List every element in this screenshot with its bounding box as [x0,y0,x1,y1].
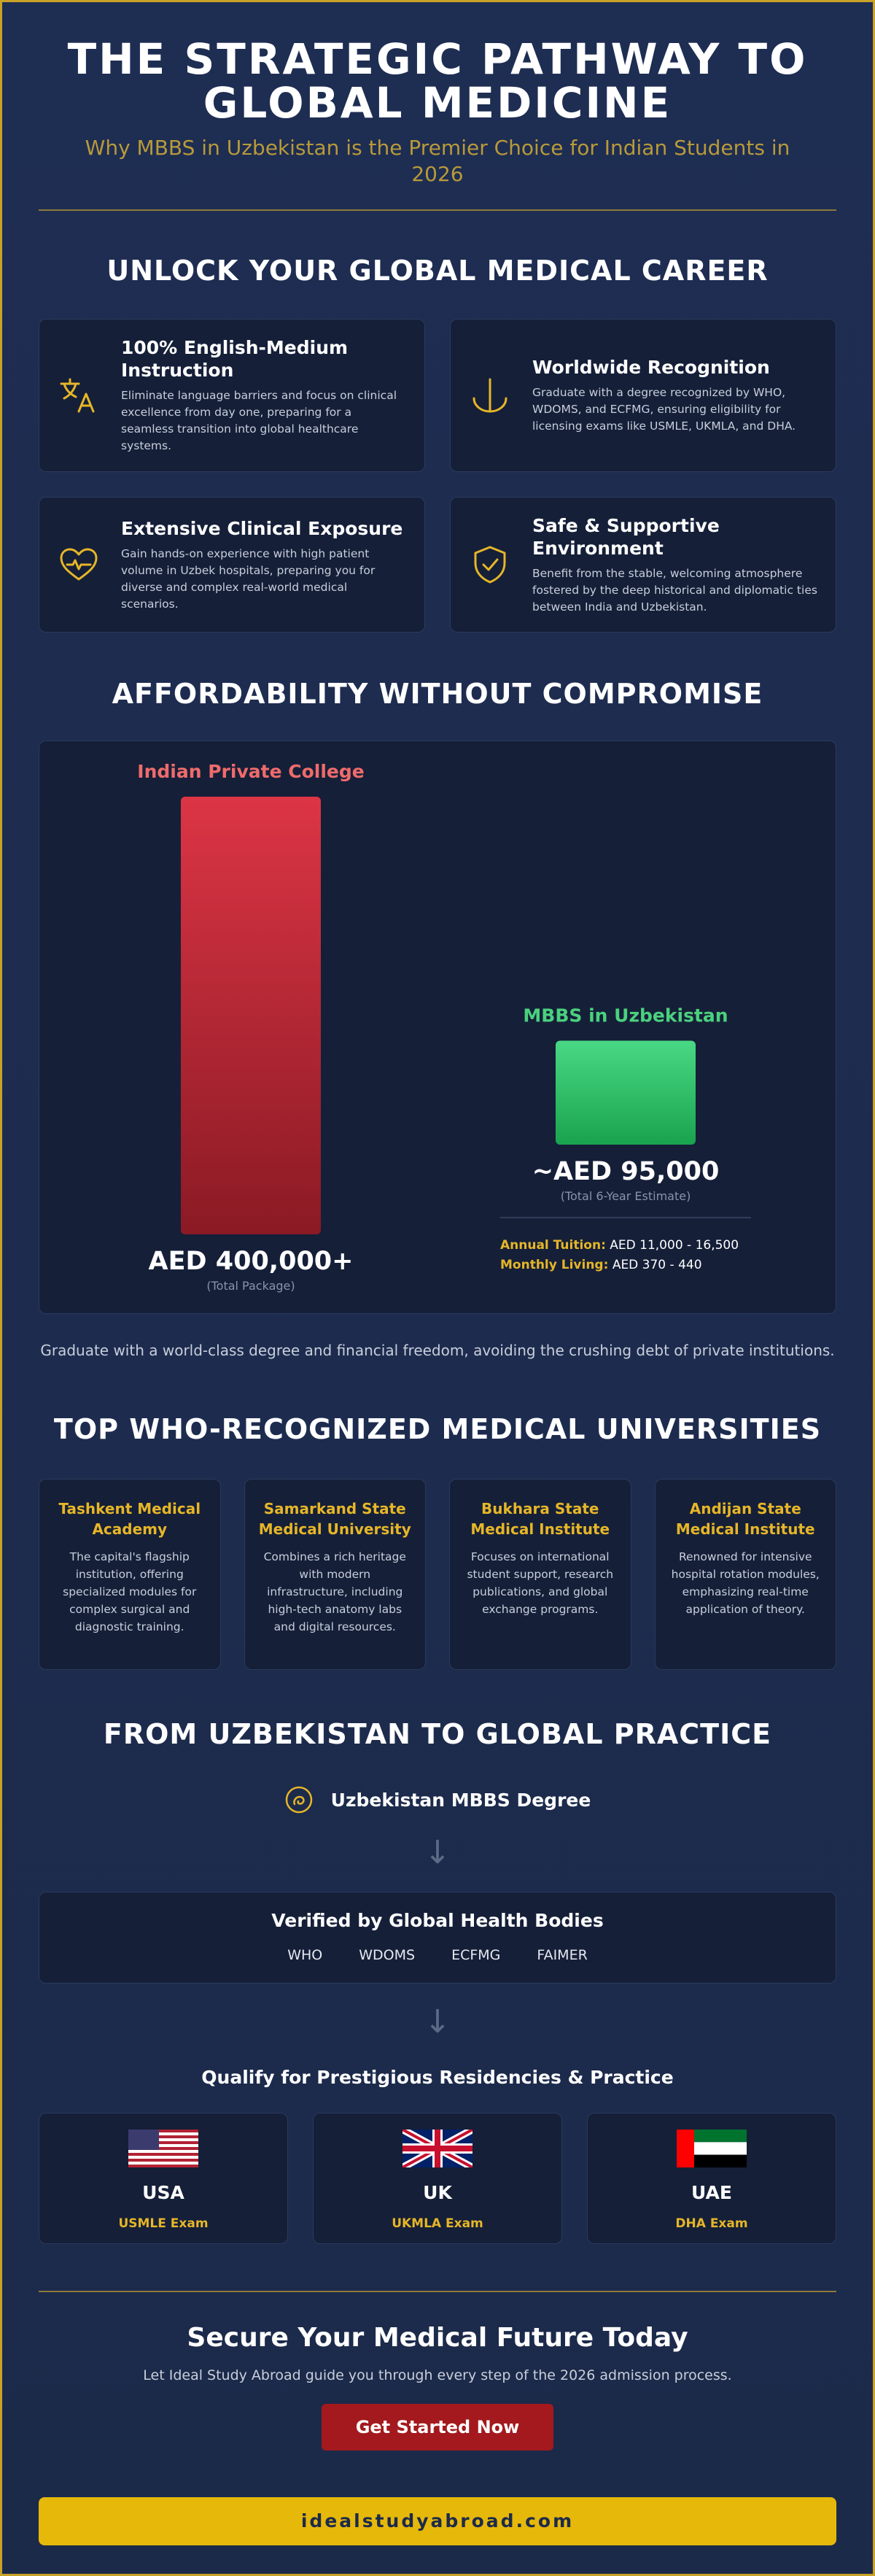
health-bodies-list [39,1947,836,1963]
degree-step [39,1785,836,1814]
country-name: UAE [691,2182,732,2203]
country-exam: DHA Exam [675,2216,748,2231]
affordability-title: AFFORDABILITY WITHOUT COMPROMISE [112,678,763,710]
get-started-button[interactable]: Get Started Now [322,2404,553,2451]
bar-value-label: ~AED 95,000 [532,1157,720,1186]
university-name: Bukhara State Medical Institute [470,1500,610,1538]
translate-icon [57,374,101,417]
university-text: The capital's flagship institution, offering specialized modules for complex surgical and diagnostic training. [63,1550,197,1633]
features-grid [39,319,836,633]
country-card-usa [39,2113,288,2244]
health-body: WHO [287,1947,323,1963]
university-name: Samarkand State Medical University [258,1500,411,1538]
monthly-living-value: AED 370 - 440 [612,1258,702,1272]
uae-flag-icon [677,2130,747,2167]
pathway-title: FROM UZBEKISTAN TO GLOBAL PRACTICE [103,1718,772,1750]
usa-flag-icon [128,2130,198,2167]
feature-card-clinical [39,497,425,633]
universities-grid [39,1479,836,1670]
feature-text: Eliminate language barriers and focus on clinical excellence from day one, preparing for a seamless transition into global healthcare systems. [121,389,397,452]
annual-tuition-value: AED 11,000 - 16,500 [610,1238,739,1253]
monthly-living-label: Monthly Living: [500,1258,609,1272]
countries-grid [39,2113,836,2244]
feature-title: Extensive Clinical Exposure [121,517,403,539]
page-title: THE STRATEGIC PATHWAY TO GLOBAL MEDICINE [67,34,808,128]
arrow-down-icon: ↓ [424,2003,451,2041]
cta-title: Secure Your Medical Future Today [187,2323,688,2353]
website-link[interactable]: idealstudyabroad.com [39,2497,836,2545]
qualify-title: Qualify for Prestigious Residencies & Practice [201,2067,674,2088]
country-name: USA [142,2182,184,2203]
arrow-down-icon: ↓ [424,1834,451,1871]
health-body: ECFMG [451,1947,501,1963]
anchor-icon [468,374,512,417]
heart-pulse-icon [57,543,101,587]
university-card [244,1479,427,1670]
university-card [655,1479,837,1670]
divider [39,209,836,211]
health-body: WDOMS [359,1947,416,1963]
bar-0 [181,797,321,1234]
country-card-uae [587,2113,836,2244]
verified-bodies-card [39,1892,836,1984]
cost-comparison-chart [39,740,836,1314]
cta-text: Let Ideal Study Abroad guide you through every step of the 2026 admission process. [143,2367,732,2383]
divider [39,2291,836,2292]
feature-text: Benefit from the stable, welcoming atmosphere fostered by the deep historical and diplomatic ties between India and Uzbekistan. [532,566,817,614]
country-exam: USMLE Exam [118,2216,209,2231]
feature-title: Worldwide Recognition [532,357,770,378]
bar-value-note: (Total 6-Year Estimate) [560,1189,691,1203]
annual-tuition [500,1236,748,1256]
feature-text: Graduate with a degree recognized by WHO, WDOMS, and ECFMG, ensuring eligibility for licensing exams like USMLE, UKMLA, and DHA. [532,386,796,433]
university-name: Andijan State Medical Institute [675,1500,815,1538]
annual-tuition-label: Annual Tuition: [500,1238,606,1253]
bar-chart [39,741,839,1315]
university-text: Combines a rich heritage with modern infrastructure, including high-tech anatomy labs and digital resources. [263,1550,406,1633]
feature-card-safe [450,497,836,633]
country-name: UK [423,2182,452,2203]
tagline: Graduate with a world-class degree and financial freedom, avoiding the crushing debt of private institutions. [40,1342,835,1359]
university-text: Renowned for intensive hospital rotation modules, emphasizing real-time application of theory. [671,1550,820,1616]
feature-card-recognition [450,319,836,472]
features-title: UNLOCK YOUR GLOBAL MEDICAL CAREER [106,255,769,287]
country-exam: UKMLA Exam [392,2216,483,2231]
call-to-action [39,2323,836,2451]
bar-category-label: Indian Private College [137,761,365,782]
bar-value-label: AED 400,000+ [148,1247,354,1276]
feature-text: Gain hands-on experience with high patient volume in Uzbek hospitals, preparing you for diverse and complex real-world medical scenarios. [121,546,376,611]
medal-icon [284,1785,314,1814]
university-card [449,1479,631,1670]
bar-category-label: MBBS in Uzbekistan [523,1005,728,1026]
cost-details [500,1236,748,1275]
bar-1 [556,1041,696,1145]
university-name: Tashkent Medical Academy [58,1500,201,1538]
feature-card-english [39,319,425,472]
uk-flag-icon [402,2130,472,2167]
university-text: Focuses on international student support, research publications, and global exchange programs. [467,1550,614,1616]
feature-title: Safe & Supportive Environment [532,514,720,559]
hero [39,2,836,187]
shield-check-icon [468,543,512,587]
country-card-uk [313,2113,562,2244]
monthly-living [500,1256,748,1275]
bar-value-note: (Total Package) [206,1279,295,1293]
feature-title: 100% English-Medium Instruction [121,337,349,381]
universities-title: TOP WHO-RECOGNIZED MEDICAL UNIVERSITIES [53,1413,822,1445]
verified-title: Verified by Global Health Bodies [271,1910,604,1931]
university-card [39,1479,221,1670]
degree-label: Uzbekistan MBBS Degree [330,1789,591,1811]
page-subtitle: Why MBBS in Uzbekistan is the Premier Choice for Indian Students in 2026 [85,136,790,186]
health-body: FAIMER [537,1947,588,1963]
